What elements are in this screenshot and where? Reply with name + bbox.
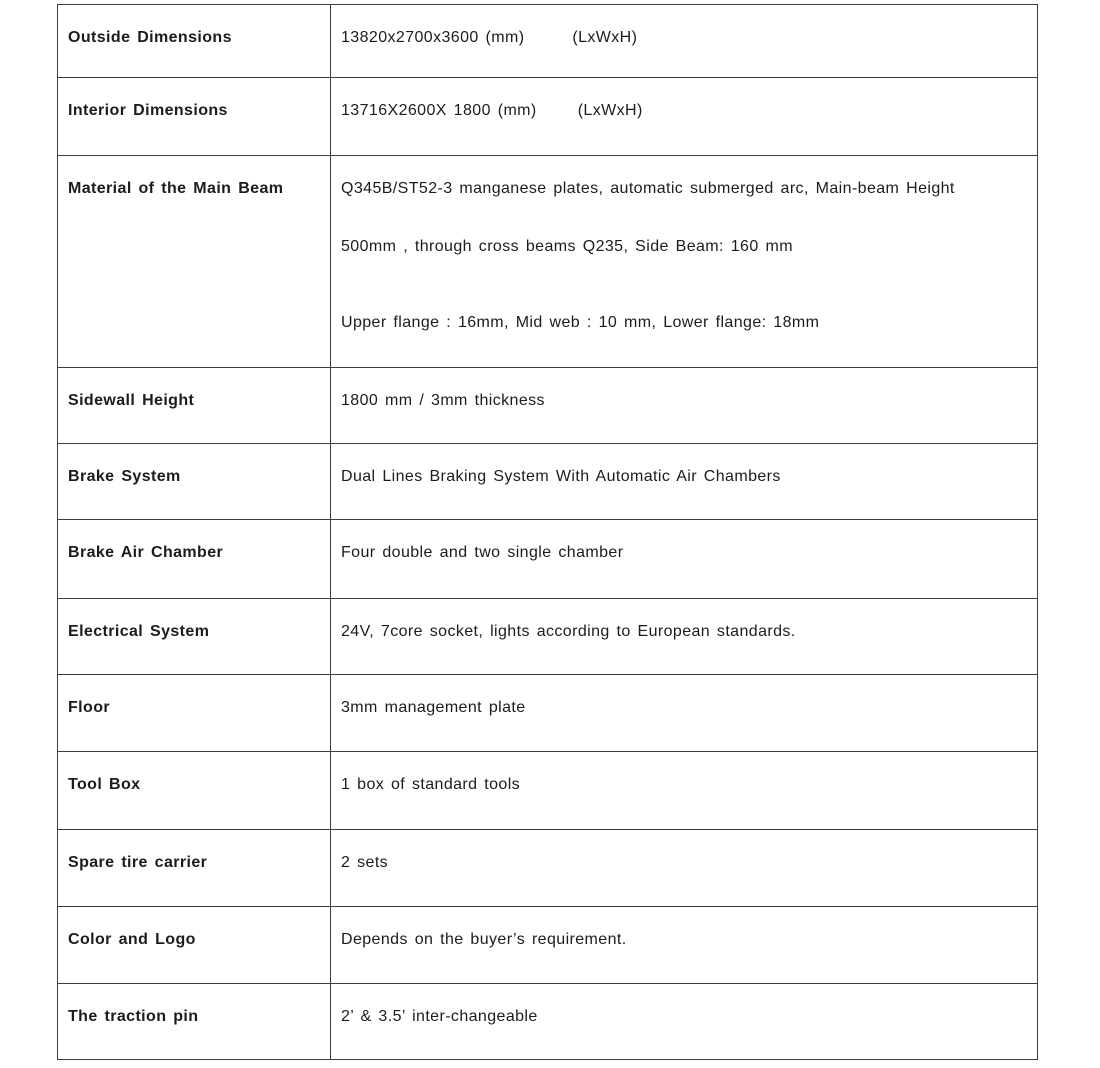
spec-value xyxy=(331,675,1038,752)
spec-label: Brake Air Chamber xyxy=(58,520,331,599)
spec-value-line: 13820x2700x3600 (mm) (LxWxH) xyxy=(341,29,638,46)
spec-value-line: 1 box of standard tools xyxy=(341,776,521,793)
spec-value xyxy=(331,368,1038,444)
spec-label: Floor xyxy=(58,675,331,752)
table-row xyxy=(58,520,1038,599)
table-row xyxy=(58,752,1038,830)
table-row xyxy=(58,444,1038,520)
spec-value xyxy=(331,907,1038,984)
spec-label: Tool Box xyxy=(58,752,331,830)
spec-value xyxy=(331,78,1038,156)
spec-value-line: Q345B/ST52-3 manganese plates, automatic submerged arc, Main-beam Height xyxy=(341,180,955,197)
spec-value-line: Dual Lines Braking System With Automatic Air Chambers xyxy=(341,468,781,485)
spec-label: Brake System xyxy=(58,444,331,520)
spec-value-line: 2 sets xyxy=(341,854,389,871)
spec-value-line: Four double and two single chamber xyxy=(341,544,624,561)
spec-label: Spare tire carrier xyxy=(58,830,331,907)
spec-table xyxy=(57,4,1038,1060)
table-row xyxy=(58,675,1038,752)
table-row xyxy=(58,78,1038,156)
spec-value-line: 24V, 7core socket, lights according to European standards. xyxy=(341,623,796,640)
spec-value xyxy=(331,830,1038,907)
spec-label: Outside Dimensions xyxy=(58,5,331,78)
spec-value-line: Upper flange : 16mm, Mid web : 10 mm, Lower flange: 18mm xyxy=(341,314,820,331)
table-row xyxy=(58,156,1038,368)
spec-value-line: 13716X2600X 1800 (mm) (LxWxH) xyxy=(341,102,643,119)
table-row xyxy=(58,599,1038,675)
spec-value xyxy=(331,5,1038,78)
spec-label: Interior Dimensions xyxy=(58,78,331,156)
table-row xyxy=(58,830,1038,907)
spec-value-line: Depends on the buyer’s requirement. xyxy=(341,931,627,948)
spec-value-line: 3mm management plate xyxy=(341,699,526,716)
spec-label: Electrical System xyxy=(58,599,331,675)
spec-value xyxy=(331,444,1038,520)
table-row xyxy=(58,984,1038,1060)
spec-label: The traction pin xyxy=(58,984,331,1060)
spec-label: Material of the Main Beam xyxy=(58,156,331,368)
spec-label: Color and Logo xyxy=(58,907,331,984)
spec-label: Sidewall Height xyxy=(58,368,331,444)
table-row xyxy=(58,368,1038,444)
table-row xyxy=(58,5,1038,78)
spec-value xyxy=(331,599,1038,675)
table-row xyxy=(58,907,1038,984)
spec-value xyxy=(331,156,1038,368)
spec-value-line: 1800 mm / 3mm thickness xyxy=(341,392,545,409)
spec-value xyxy=(331,984,1038,1060)
spec-value xyxy=(331,752,1038,830)
spec-value xyxy=(331,520,1038,599)
spec-value-line: 2’ & 3.5’ inter-changeable xyxy=(341,1008,538,1025)
spec-value-line: 500mm , through cross beams Q235, Side Beam: 160 mm xyxy=(341,238,793,255)
